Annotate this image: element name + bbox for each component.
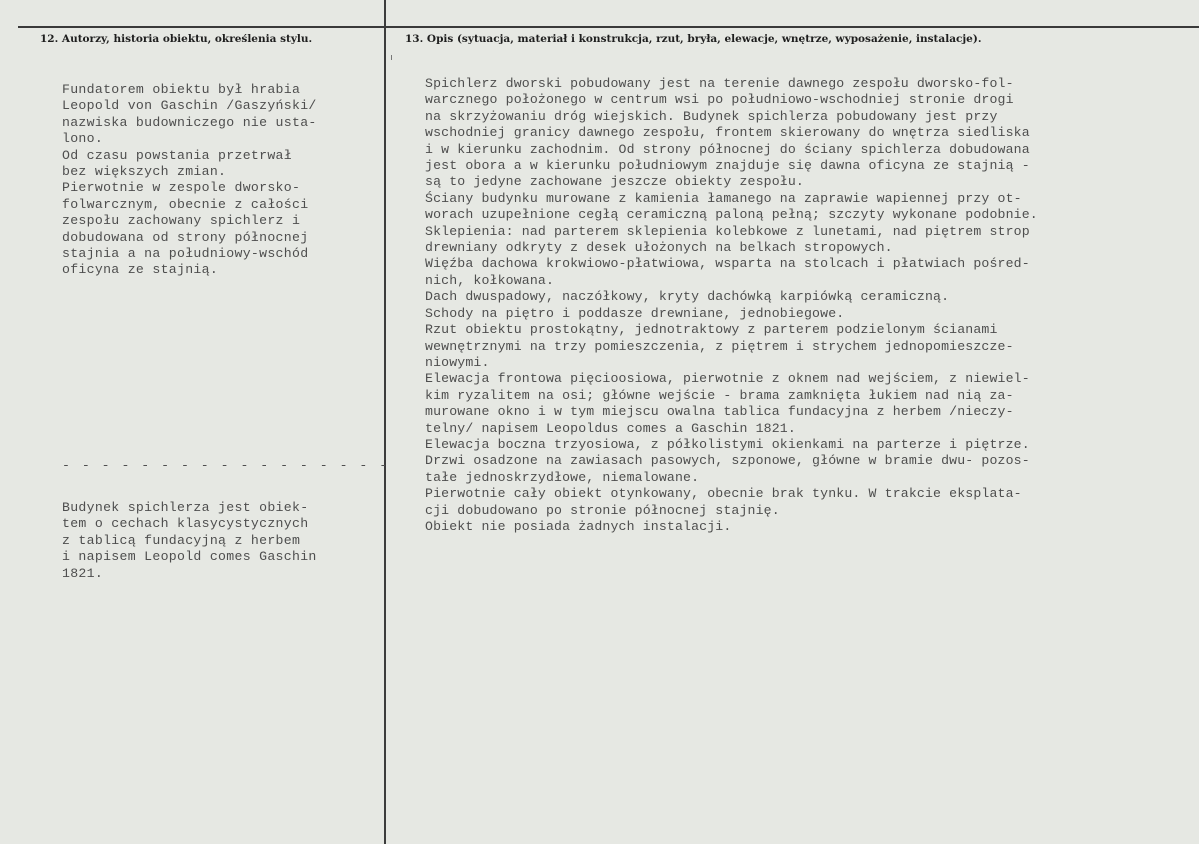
description-line: wewnętrznymi na trzy pomieszczenia, z piętrem i strychem jednopomieszcze-	[425, 338, 1014, 354]
description-line: Elewacja boczna trzyosiowa, z półkolistymi okienkami na parterze i piętrze.	[425, 436, 1030, 452]
description-line: drewniany odkryty z desek ułożonych na belkach stropowych.	[425, 240, 893, 256]
description-line: tałe jednoskrzydłowe, niemalowane.	[425, 469, 700, 485]
style-line: z tablicą fundacyjną z herbem	[62, 532, 301, 548]
description-line: Drzwi osadzone na zawiasach pasowych, szponowe, główne w bramie dwu- pozos-	[425, 453, 1030, 469]
history-line: zespołu zachowany spichlerz i	[62, 213, 301, 229]
description-line: kim ryzalitem na osi; główne wejście - brama zamknięta łukiem nad nią za-	[425, 387, 1014, 403]
history-line: Leopold von Gaschin /Gaszyński/	[62, 98, 317, 114]
description-line: Obiekt nie posiada żadnych instalacji.	[425, 518, 732, 534]
column-divider	[384, 0, 386, 844]
history-line: lono.	[62, 131, 104, 147]
header-rule	[18, 26, 1199, 28]
history-text-block	[62, 82, 317, 279]
description-line: i w kierunku zachodnim. Od strony północnej do ściany spichlerza dobudowana	[425, 141, 1030, 157]
description-line: Spichlerz dworski pobudowany jest na terenie dawnego zespołu dworsko-fol-	[425, 76, 1014, 91]
description-text-block	[425, 76, 1038, 535]
history-line: Fundatorem obiektu był hrabia	[62, 82, 301, 97]
description-line: murowane okno i w tym miejscu owalna tablica fundacyjna z herbem /nieczy-	[425, 404, 1014, 420]
description-line: Schody na piętro i poddasze drewniane, jednobiegowe.	[425, 305, 845, 321]
description-line: worach uzupełnione cegłą ceramiczną paloną pełną; szczyty wykonane podobnie.	[425, 207, 1038, 223]
divider-tick-mark	[391, 55, 392, 60]
description-line: Ściany budynku murowane z kamienia łamanego na zaprawie wapiennej przy ot-	[425, 190, 1022, 206]
description-line: jest obora a w kierunku południowym znajduje się dawna oficyna ze stajnią -	[425, 158, 1030, 174]
style-line: Budynek spichlerza jest obiek-	[62, 500, 309, 515]
description-line: Dach dwuspadowy, naczółkowy, kryty dachówką karpiówką ceramiczną.	[425, 289, 950, 305]
description-line: Elewacja frontowa pięcioosiowa, pierwotnie z oknem nad wejściem, z niewiel-	[425, 371, 1030, 387]
dashed-separator: - - - - - - - - - - - - - - - - -	[62, 458, 390, 473]
description-line: na skrzyżowaniu dróg wiejskich. Budynek spichlerza pobudowany jest przy	[425, 108, 998, 124]
style-line: tem o cechach klasycystycznych	[62, 516, 309, 532]
history-line: Pierwotnie w zespole dworsko-	[62, 180, 301, 196]
description-line: Rzut obiektu prostokątny, jednotraktowy z parterem podzielonym ścianami	[425, 322, 998, 338]
style-line: i napisem Leopold comes Gaschin	[62, 549, 317, 565]
style-line: 1821.	[62, 565, 104, 581]
description-line: Pierwotnie cały obiekt otynkowany, obecnie brak tynku. W trakcie eksplata-	[425, 486, 1022, 502]
history-line: nazwiska budowniczego nie usta-	[62, 114, 317, 130]
description-line: telny/ napisem Leopoldus comes a Gaschin 1821.	[425, 420, 796, 436]
history-line: Od czasu powstania przetrwał	[62, 147, 292, 163]
history-line: bez większych zmian.	[62, 164, 227, 180]
history-line: oficyna ze stajnią.	[62, 262, 219, 278]
description-line: cji dobudowano po stronie północnej stajnię.	[425, 502, 780, 518]
description-line: warcznego położonego w centrum wsi po południowo-wschodniej stronie drogi	[425, 92, 1014, 108]
history-line: dobudowana od strony północnej	[62, 229, 309, 245]
description-line: są to jedyne zachowane jeszcze obiekty zespołu.	[425, 174, 804, 190]
description-line: nich, kołkowana.	[425, 272, 555, 288]
history-line: stajnia a na południowy-wschód	[62, 246, 309, 262]
description-line: Sklepienia: nad parterem sklepienia kolebkowe z lunetami, nad piętrem strop	[425, 223, 1030, 239]
section-12-heading: 12. Autorzy, historia obiektu, określenia stylu.	[40, 33, 313, 45]
history-line: folwarcznym, obecnie z całości	[62, 196, 309, 212]
description-line: Więźba dachowa krokwiowo-płatwiowa, wsparta na stolcach i płatwiach pośred-	[425, 256, 1030, 272]
style-text-block	[62, 500, 317, 582]
section-13-heading: 13. Opis (sytuacja, materiał i konstrukcja, rzut, bryła, elewacje, wnętrze, wyposażenie, instalacje).	[405, 33, 982, 45]
description-line: wschodniej granicy dawnego zespołu, frontem skierowany do wnętrza siedliska	[425, 125, 1030, 141]
description-line: niowymi.	[425, 354, 490, 370]
